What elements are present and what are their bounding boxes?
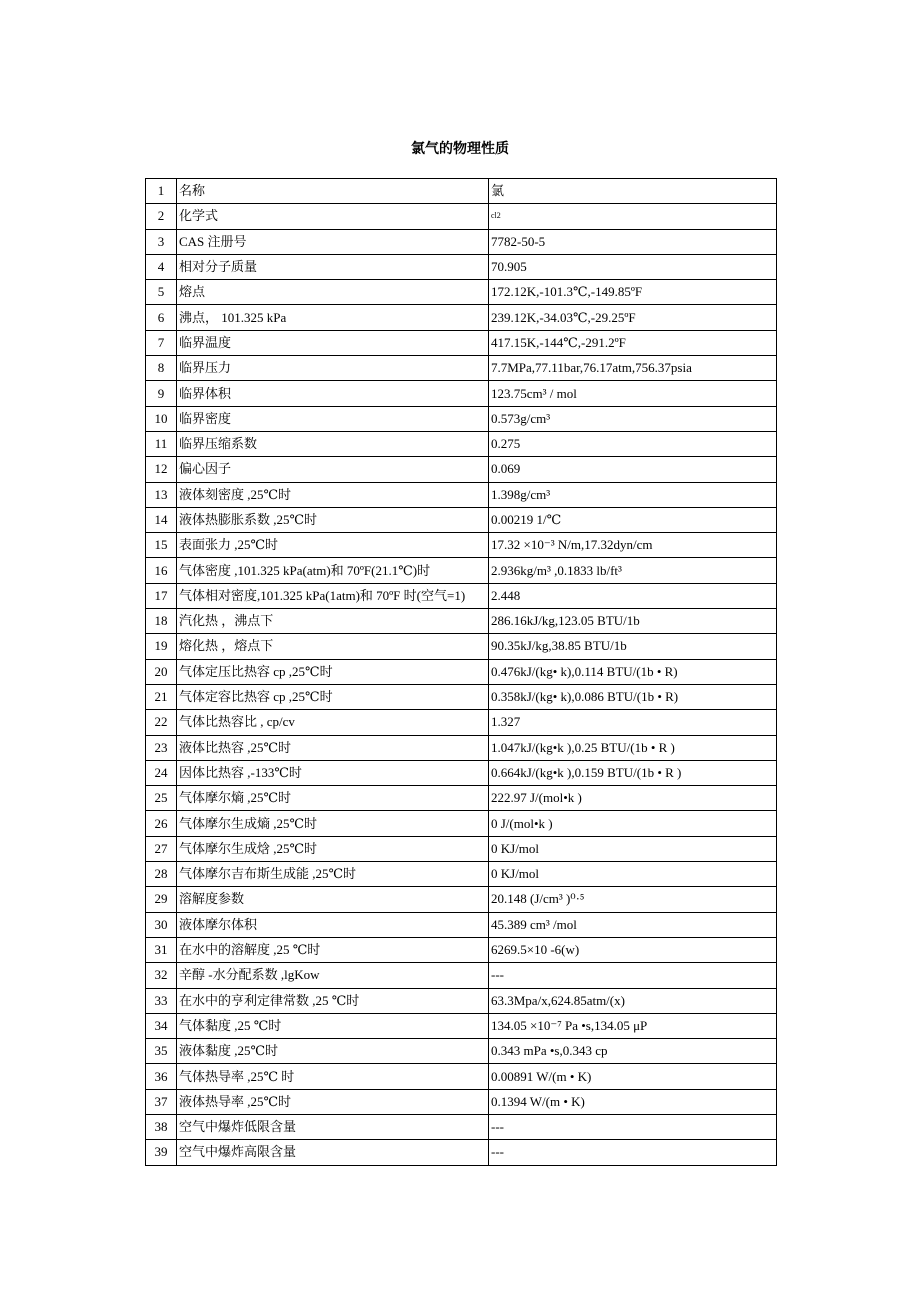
property-name: 辛醇 -水分配系数 ,lgKow [177,963,489,988]
property-value: 2.936kg/m³ ,0.1833 lb/ft³ [489,558,777,583]
property-name: 相对分子质量 [177,254,489,279]
row-number: 22 [146,710,177,735]
property-name: 液体热膨胀系数 ,25℃时 [177,507,489,532]
property-name: 气体定压比热容 cp ,25℃时 [177,659,489,684]
row-number: 36 [146,1064,177,1089]
property-name: CAS 注册号 [177,229,489,254]
property-name: 熔化热 ，熔点下 [177,634,489,659]
properties-table-body [146,179,777,1166]
row-number: 29 [146,887,177,912]
row-number: 7 [146,330,177,355]
property-name: 气体比热容比 , cp/cv [177,710,489,735]
table-row [146,1013,777,1038]
row-number: 32 [146,963,177,988]
row-number: 13 [146,482,177,507]
property-value: 123.75cm³ / mol [489,381,777,406]
property-value: 7.7MPa,77.11bar,76.17atm,756.37psia [489,356,777,381]
property-name: 汽化热 ，沸点下 [177,609,489,634]
property-name: 偏心因子 [177,457,489,482]
row-number: 16 [146,558,177,583]
property-name: 气体摩尔生成焓 ,25℃时 [177,836,489,861]
row-number: 6 [146,305,177,330]
table-row [146,204,777,229]
table-row [146,659,777,684]
row-number: 34 [146,1013,177,1038]
property-value: 0.358kJ/(kg• k),0.086 BTU/(1b • R) [489,684,777,709]
row-number: 26 [146,811,177,836]
table-row [146,735,777,760]
table-row [146,280,777,305]
row-number: 37 [146,1089,177,1114]
table-row [146,179,777,204]
table-row [146,507,777,532]
property-value: 239.12K,-34.03℃,-29.25ºF [489,305,777,330]
row-number: 23 [146,735,177,760]
row-number: 14 [146,507,177,532]
table-row [146,229,777,254]
property-name: 熔点 [177,280,489,305]
property-value: 0.343 mPa •s,0.343 cp [489,1039,777,1064]
row-number: 33 [146,988,177,1013]
row-number: 27 [146,836,177,861]
property-name: 在水中的亨利定律常数 ,25 ℃时 [177,988,489,1013]
property-name: 临界体积 [177,381,489,406]
table-row [146,381,777,406]
property-value: 17.32 ×10⁻³ N/m,17.32dyn/cm [489,533,777,558]
row-number: 1 [146,179,177,204]
table-row [146,533,777,558]
property-value: 0.069 [489,457,777,482]
table-row [146,684,777,709]
page-title: 氯气的物理性质 [411,142,509,157]
table-row [146,937,777,962]
property-value: 2.448 [489,583,777,608]
property-value: 0.664kJ/(kg•k ),0.159 BTU/(1b • R ) [489,760,777,785]
row-number: 28 [146,862,177,887]
row-number: 39 [146,1140,177,1165]
table-row [146,887,777,912]
property-name: 液体摩尔体积 [177,912,489,937]
property-value: 0 J/(mol•k ) [489,811,777,836]
table-row [146,836,777,861]
row-number: 25 [146,786,177,811]
property-value: 氯 [489,179,777,204]
row-number: 35 [146,1039,177,1064]
property-name: 气体密度 ,101.325 kPa(atm)和 70ºF(21.1℃)时 [177,558,489,583]
property-value: 1.327 [489,710,777,735]
property-value: 134.05 ×10⁻⁷ Pa •s,134.05 μP [489,1013,777,1038]
table-row [146,1039,777,1064]
table-row [146,912,777,937]
property-name: 气体黏度 ,25 ℃时 [177,1013,489,1038]
property-name: 在水中的溶解度 ,25 ℃时 [177,937,489,962]
row-number: 19 [146,634,177,659]
table-row [146,431,777,456]
row-number: 15 [146,533,177,558]
property-name: 液体刻密度 ,25℃时 [177,482,489,507]
table-row [146,1064,777,1089]
property-name: 临界温度 [177,330,489,355]
property-name: 化学式 [177,204,489,229]
row-number: 20 [146,659,177,684]
property-value: 286.16kJ/kg,123.05 BTU/1b [489,609,777,634]
row-number: 18 [146,609,177,634]
property-name: 液体热导率 ,25℃时 [177,1089,489,1114]
property-value: 0 KJ/mol [489,862,777,887]
row-number: 10 [146,406,177,431]
property-name: 气体热导率 ,25℃ 时 [177,1064,489,1089]
property-name: 气体相对密度,101.325 kPa(1atm)和 70ºF 时(空气=1) [177,583,489,608]
property-value: 0.275 [489,431,777,456]
table-row [146,1114,777,1139]
property-name: 临界压力 [177,356,489,381]
table-row [146,457,777,482]
property-name: 气体摩尔熵 ,25℃时 [177,786,489,811]
table-row [146,760,777,785]
property-name: 溶解度参数 [177,887,489,912]
property-name: 气体摩尔吉布斯生成能 ,25℃时 [177,862,489,887]
property-value: 20.148 (J/cm³ )⁰·⁵ [489,887,777,912]
property-name: 表面张力 ,25℃时 [177,533,489,558]
row-number: 21 [146,684,177,709]
row-number: 38 [146,1114,177,1139]
table-row [146,988,777,1013]
table-row [146,811,777,836]
property-name: 气体定容比热容 cp ,25℃时 [177,684,489,709]
property-value: 6269.5×10 -6(w) [489,937,777,962]
row-number: 17 [146,583,177,608]
property-value: 417.15K,-144℃,-291.2ºF [489,330,777,355]
property-value: 0 KJ/mol [489,836,777,861]
row-number: 3 [146,229,177,254]
property-name: 液体黏度 ,25℃时 [177,1039,489,1064]
table-row [146,482,777,507]
row-number: 4 [146,254,177,279]
property-value: 0.00219 1/℃ [489,507,777,532]
row-number: 11 [146,431,177,456]
properties-table [145,178,777,1166]
table-row [146,254,777,279]
table-row [146,609,777,634]
table-row [146,786,777,811]
property-name: 名称 [177,179,489,204]
table-row [146,406,777,431]
row-number: 12 [146,457,177,482]
row-number: 24 [146,760,177,785]
row-number: 2 [146,204,177,229]
property-value: --- [489,963,777,988]
row-number: 30 [146,912,177,937]
property-name: 空气中爆炸低限含量 [177,1114,489,1139]
property-value: --- [489,1140,777,1165]
table-row [146,330,777,355]
table-row [146,634,777,659]
table-row [146,862,777,887]
table-row [146,356,777,381]
property-name: 临界压缩系数 [177,431,489,456]
property-value: 0.476kJ/(kg• k),0.114 BTU/(1b • R) [489,659,777,684]
table-row [146,963,777,988]
property-value: --- [489,1114,777,1139]
property-name: 临界密度 [177,406,489,431]
property-value: 7782-50-5 [489,229,777,254]
property-value: cl2 [489,204,777,229]
property-name: 液体比热容 ,25℃时 [177,735,489,760]
table-row [146,583,777,608]
row-number: 31 [146,937,177,962]
property-value: 172.12K,-101.3℃,-149.85ºF [489,280,777,305]
table-row [146,1140,777,1165]
table-row [146,710,777,735]
property-value: 1.398g/cm³ [489,482,777,507]
property-value: 90.35kJ/kg,38.85 BTU/1b [489,634,777,659]
table-row [146,558,777,583]
property-value: 0.00891 W/(m • K) [489,1064,777,1089]
row-number: 8 [146,356,177,381]
property-name: 沸点， 101.325 kPa [177,305,489,330]
table-row [146,1089,777,1114]
property-value: 63.3Mpa/x,624.85atm/(x) [489,988,777,1013]
property-name: 因体比热容 ,-133℃时 [177,760,489,785]
property-value: 1.047kJ/(kg•k ),0.25 BTU/(1b • R ) [489,735,777,760]
property-value: 45.389 cm³ /mol [489,912,777,937]
property-value: 70.905 [489,254,777,279]
property-value: 0.1394 W/(m • K) [489,1089,777,1114]
table-row [146,305,777,330]
row-number: 9 [146,381,177,406]
property-value: 222.97 J/(mol•k ) [489,786,777,811]
property-name: 气体摩尔生成熵 ,25℃时 [177,811,489,836]
property-value: 0.573g/cm³ [489,406,777,431]
property-name: 空气中爆炸高限含量 [177,1140,489,1165]
row-number: 5 [146,280,177,305]
